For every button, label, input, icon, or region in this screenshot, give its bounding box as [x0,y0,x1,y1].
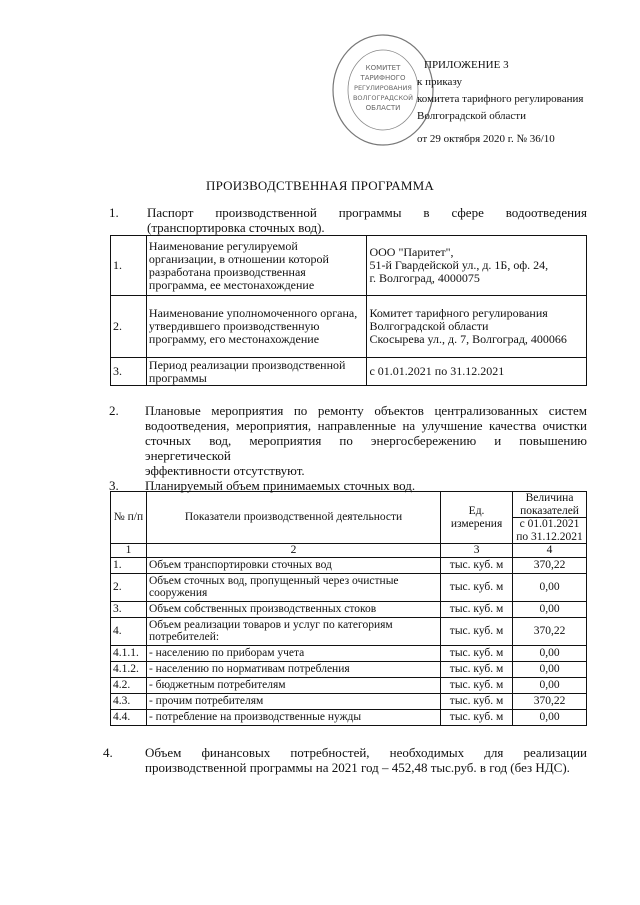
row-indicator: - бюджетным потребителям [146,677,440,693]
passport-row-value [367,296,587,358]
row-num: 4.3. [111,693,147,709]
row-unit: тыс. куб. м [441,677,513,693]
volume-table [110,491,587,726]
passport-value-line: Комитет тарифного регулирования [369,306,548,320]
row-value: 0,00 [513,645,587,661]
row-indicator: - прочим потребителям [146,693,440,709]
section-2-line-4: эффективности отсутствуют. [145,463,305,478]
svg-text:РЕГУЛИРОВАНИЯ: РЕГУЛИРОВАНИЯ [354,84,412,92]
row-unit: тыс. куб. м [441,645,513,661]
section-1-heading [109,205,587,235]
passport-row-label: Период реализации производственной программы [146,358,367,386]
appendix-line-committee: комитета тарифного регулирования [417,93,584,105]
row-num: 4.1.2. [111,661,147,677]
row-unit: тыс. куб. м [441,601,513,617]
appendix-line-order: к приказу [417,76,463,88]
passport-value-line: Скосырева ул., д. 7, Волгоград, 400066 [369,332,567,346]
page-title: ПРОИЗВОДСТВЕННАЯ ПРОГРАММА [206,178,434,193]
section-4 [103,745,587,775]
row-indicator: Объем реализации товаров и услуг по категориям потребителей: [146,617,440,645]
row-unit: тыс. куб. м [441,709,513,725]
appendix-line-region: Волгоградской области [417,110,526,122]
passport-table [110,235,587,386]
row-num: 4. [111,617,147,645]
row-unit: тыс. куб. м [441,557,513,573]
table-row [111,601,587,617]
row-value: 0,00 [513,573,587,601]
passport-row-num: 2. [111,296,147,358]
section-2-line-2: водоотведения, мероприятия, направленные на улучшение качества очистки [145,418,587,433]
row-indicator: Объем транспортировки сточных вод [146,557,440,573]
passport-value-line: Волгоградской области [369,319,489,333]
row-unit: тыс. куб. м [441,693,513,709]
row-unit: тыс. куб. м [441,573,513,601]
passport-row-label: Наименование регулируемой организации, в отношении которой разработана производственная программа, ее местонахождение [146,236,367,296]
table-index-row [111,544,587,558]
index-cell: 1 [111,544,147,558]
svg-text:КОМИТЕТ: КОМИТЕТ [365,64,401,72]
svg-text:ВОЛГОГРАДСКОЙ: ВОЛГОГРАДСКОЙ [352,94,414,102]
section-3-text: Планируемый объем принимаемых сточных вод. [145,478,416,493]
header-period: с 01.01.2021 по 31.12.2021 [513,518,587,544]
section-4-number: 4. [103,745,113,760]
section-1-line-2: (транспортировка сточных вод). [147,220,325,235]
header-unit: Ед. измерения [441,492,513,544]
section-3-number: 3. [109,478,119,493]
appendix-title: ПРИЛОЖЕНИЕ 3 [424,59,509,71]
table-row [111,557,587,573]
appendix-line-date: от 29 октября 2020 г. № 36/10 [417,133,555,145]
row-num: 3. [111,601,147,617]
row-num: 2. [111,573,147,601]
passport-value-line: с 01.01.2021 по 31.12.2021 [369,364,505,378]
table-row [111,645,587,661]
passport-value-line: 51-й Гвардейской ул., д. 1Б, оф. 24, [369,258,549,272]
index-cell: 2 [146,544,440,558]
table-row [111,661,587,677]
passport-row-value [367,236,587,296]
svg-text:ТАРИФНОГО: ТАРИФНОГО [360,74,406,82]
table-row [111,358,587,386]
table-row [111,573,587,601]
row-indicator: Объем сточных вод, пропущенный через очистные сооружения [146,573,440,601]
row-indicator: - населению по нормативам потребления [146,661,440,677]
row-value: 370,22 [513,617,587,645]
svg-text:ОБЛАСТИ: ОБЛАСТИ [365,104,401,112]
section-1-number: 1. [109,205,119,220]
row-unit: тыс. куб. м [441,617,513,645]
table-row [111,693,587,709]
row-num: 4.2. [111,677,147,693]
passport-row-value [367,358,587,386]
header-value: Величина показателей [513,492,587,518]
row-value: 0,00 [513,601,587,617]
row-indicator: Объем собственных производственных стоков [146,601,440,617]
passport-row-num: 1. [111,236,147,296]
row-num: 4.1.1. [111,645,147,661]
section-4-line-2: производственной программы на 2021 год – 452,48 тыс.руб. в год (без НДС). [145,760,570,775]
section-2-number: 2. [109,403,119,418]
section-2-line-3: сточных вод, мероприятия по энергосбережению и повышению энергетической [145,433,587,463]
row-indicator: - населению по приборам учета [146,645,440,661]
passport-value-line: ООО "Паритет", [369,245,454,259]
row-value: 370,22 [513,557,587,573]
table-row [111,677,587,693]
table-row [111,296,587,358]
header-indicator: Показатели производственной деятельности [146,492,440,544]
appendix-header [417,57,637,148]
index-cell: 3 [441,544,513,558]
section-2-line-1: Плановые мероприятия по ремонту объектов централизованных систем [145,403,587,418]
index-cell: 4 [513,544,587,558]
table-header-row [111,492,587,518]
section-1-line-1: Паспорт производственной программы в сфере водоотведения [147,205,587,220]
section-2 [109,403,587,478]
passport-value-line: г. Волгоград, 4000075 [369,271,480,285]
header-num: № п/п [111,492,147,544]
row-num: 1. [111,557,147,573]
passport-row-label: Наименование уполномоченного органа, утвердившего производственную программу, его местонахождение [146,296,367,358]
row-num: 4.4. [111,709,147,725]
row-value: 0,00 [513,709,587,725]
row-value: 0,00 [513,677,587,693]
row-value: 370,22 [513,693,587,709]
section-4-line-1: Объем финансовых потребностей, необходимых для реализации [145,745,587,760]
table-row [111,617,587,645]
table-row [111,236,587,296]
table-row [111,709,587,725]
row-unit: тыс. куб. м [441,661,513,677]
row-value: 0,00 [513,661,587,677]
passport-row-num: 3. [111,358,147,386]
row-indicator: - потребление на производственные нужды [146,709,440,725]
